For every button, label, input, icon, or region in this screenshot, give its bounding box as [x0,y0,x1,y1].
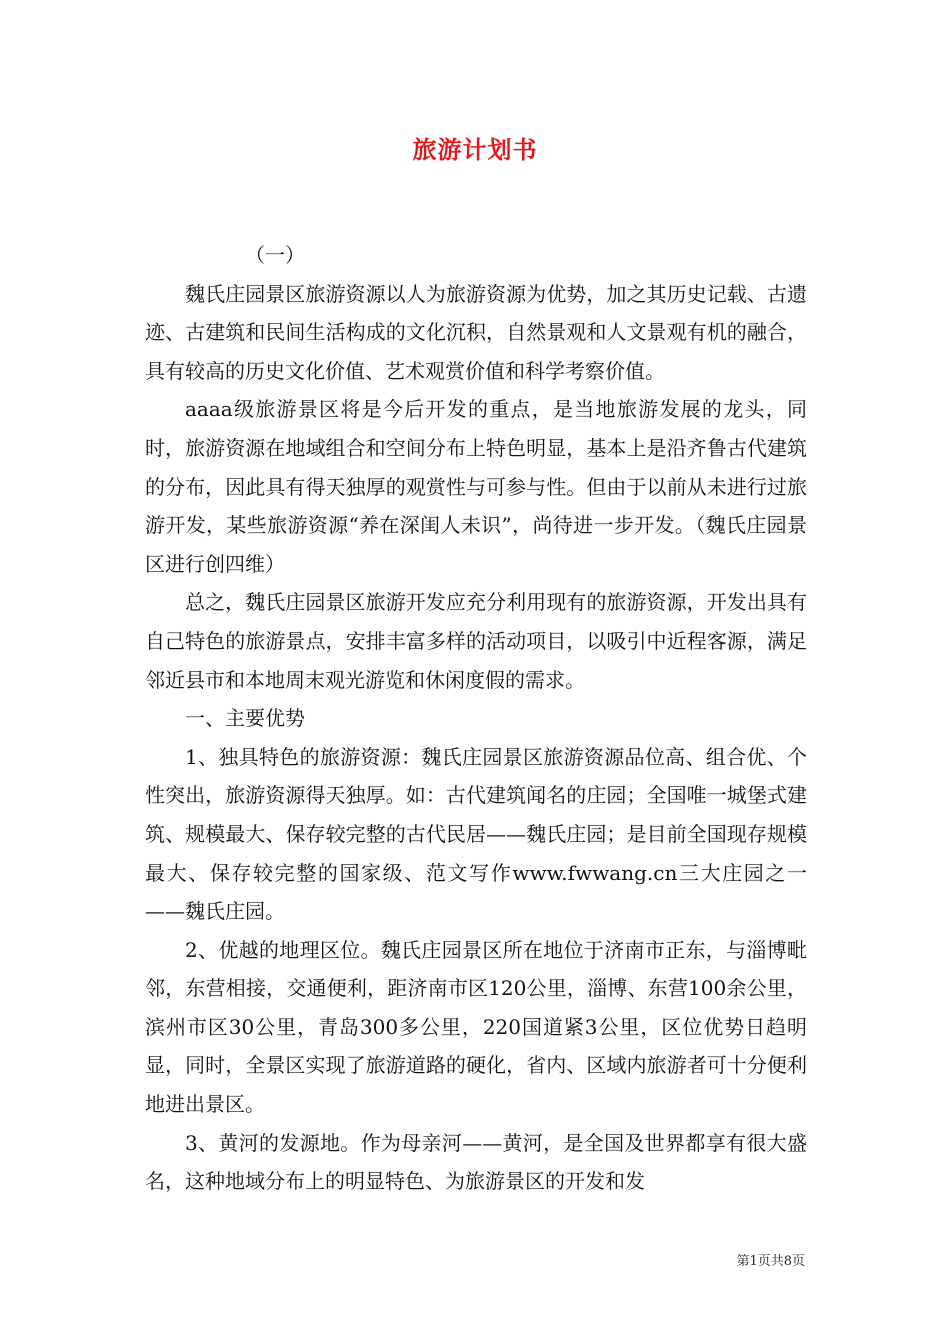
paragraph-3: 总之，魏氏庄园景区旅游开发应充分利用现有的旅游资源，开发出具有自己特色的旅游景点，安排丰富多样的活动项目，以吸引中近程客源，满足邻近县市和本地周末观光游览和休闲度假的需求。 [145,590,807,692]
document-body [145,236,807,1201]
page-title: 旅游计划书 [412,135,538,164]
section-heading: 一、主要优势 [185,706,305,731]
page-number: 第1页共8页 [736,1254,805,1269]
paragraph-5: 2、优越的地理区位。魏氏庄园景区所在地位于济南市正东，与淄博毗邻，东营相接，交通便利，距济南市区120公里，淄博、东营100余公里，滨州市区30公里，青岛300多公里，220国道紧3公里，区位优势日趋明显，同时，全景区实现了旅游道路的硬化，省内、区域内旅游者可十分便利地进出景区。 [145,937,807,1117]
paragraph-1: 魏氏庄园景区旅游资源以人为旅游资源为优势，加之其历史记载、古遗迹、古建筑和民间生活构成的文化沉积，自然景观和人文景观有机的融合，具有较高的历史文化价值、艺术观赏价值和科学考察价值。 [145,281,807,383]
paragraph-2: aaaa级旅游景区将是今后开发的重点，是当地旅游发展的龙头，同时，旅游资源在地域组合和空间分布上特色明显，基本上是沿齐鲁古代建筑的分布，因此具有得天独厚的观赏性与可参与性。但由于以前从未进行过旅游开发，某些旅游资源“养在深闺人未识”，尚待进一步开发。（魏氏庄园景区进行创四维） [145,397,807,576]
section-marker: （一） [245,243,305,267]
paragraph-4: 1、独具特色的旅游资源：魏氏庄园景区旅游资源品位高、组合优、个性突出，旅游资源得天独厚。如：古代建筑闻名的庄园；全国唯一城堡式建筑、规模最大、保存较完整的古代民居——魏氏庄园；是目前全国现存规模最大、保存较完整的国家级、范文写作www.fwwang.cn三大庄园之一——魏氏庄园。 [145,744,807,924]
paragraph-6: 3、黄河的发源地。作为母亲河——黄河，是全国及世界都享有很大盛名，这种地域分布上的明显特色、为旅游景区的开发和发 [145,1130,807,1194]
